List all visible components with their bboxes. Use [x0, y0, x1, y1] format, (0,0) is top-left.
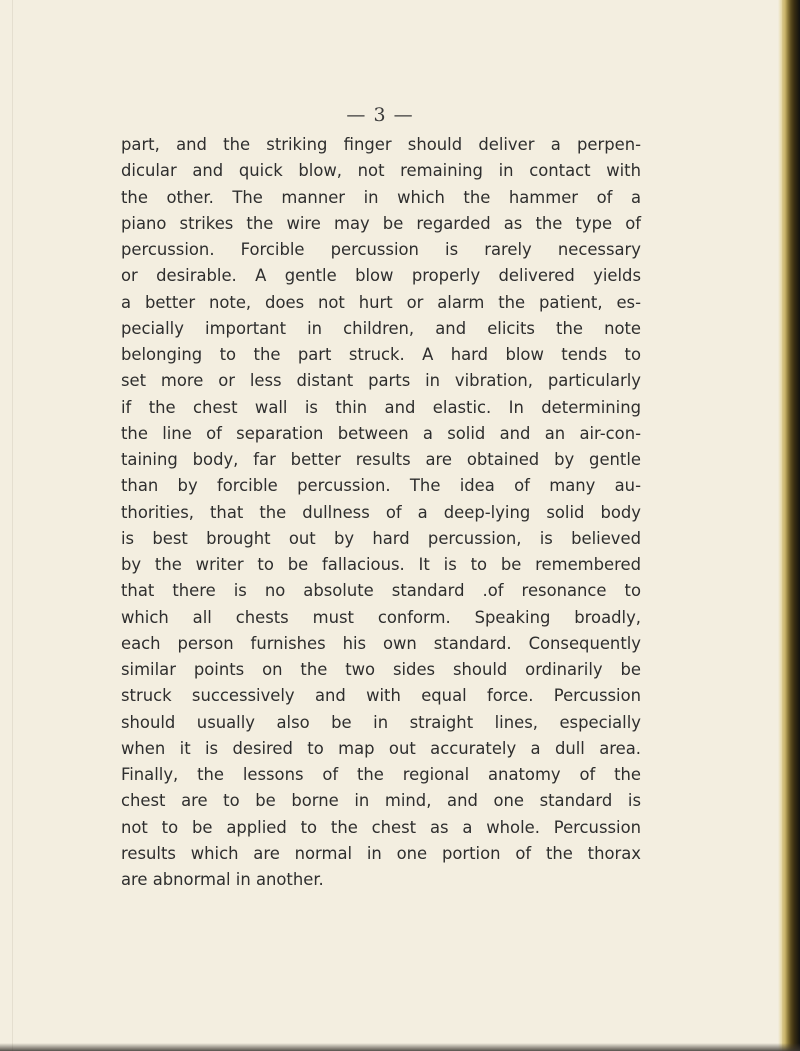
text-line: or desirable. A gentle blow properly delivered yields: [121, 266, 641, 286]
text-line: pecially important in children, and elicits the note: [121, 318, 641, 338]
text-line: which all chests must conform. Speaking broadly,: [121, 607, 641, 627]
scan-bottom-shadow: [0, 1043, 800, 1051]
text-line: taining body, far better results are obtained by gentle: [121, 450, 641, 469]
text-line: are abnormal in another.: [121, 870, 324, 889]
body-paragraph: [121, 132, 641, 893]
text-line: results which are normal in one portion of the thorax: [121, 843, 641, 863]
text-line: struck successively and with equal force. Percussion: [121, 686, 641, 706]
text-line: part, and the striking finger should deliver a perpen-: [121, 135, 641, 154]
text-line: percussion. Forcible percussion is rarely necessary: [121, 240, 641, 259]
text-line: by the writer to be fallacious. It is to be remembered: [121, 555, 641, 574]
text-line: piano strikes the wire may be regarded as the type of: [121, 213, 641, 233]
text-line: when it is desired to map out accurately a dull area.: [121, 738, 641, 758]
text-line: than by forcible percussion. The idea of many au-: [121, 476, 641, 496]
text-line: set more or less distant parts in vibration, particularly: [121, 371, 641, 391]
text-line: a better note, does not hurt or alarm the patient, es-: [121, 292, 641, 312]
text-line: is best brought out by hard percussion, is believed: [121, 528, 641, 548]
text-line: if the chest wall is thin and elastic. In determining: [121, 397, 641, 417]
text-line: thorities, that the dullness of a deep-lying solid body: [121, 502, 641, 522]
page-fold-line: [12, 0, 13, 1051]
text-line: the other. The manner in which the hammer of a: [121, 187, 641, 207]
text-line: chest are to be borne in mind, and one standard is: [121, 791, 641, 811]
text-line: should usually also be in straight lines, especially: [121, 712, 641, 732]
text-line: not to be applied to the chest as a whole. Percussion: [121, 817, 641, 837]
page-number: — 3 —: [346, 104, 414, 126]
text-line: dicular and quick blow, not remaining in contact with: [121, 161, 641, 181]
text-line: each person furnishes his own standard. Consequently: [121, 633, 641, 653]
text-line: Finally, the lessons of the regional anatomy of the: [121, 765, 641, 784]
text-line: the line of separation between a solid and an air-con-: [121, 423, 641, 443]
text-line: belonging to the part struck. A hard blow tends to: [121, 345, 641, 364]
scan-right-edge: [782, 0, 800, 1051]
text-line: that there is no absolute standard .of resonance to: [121, 581, 641, 601]
text-line: similar points on the two sides should ordinarily be: [121, 660, 641, 679]
